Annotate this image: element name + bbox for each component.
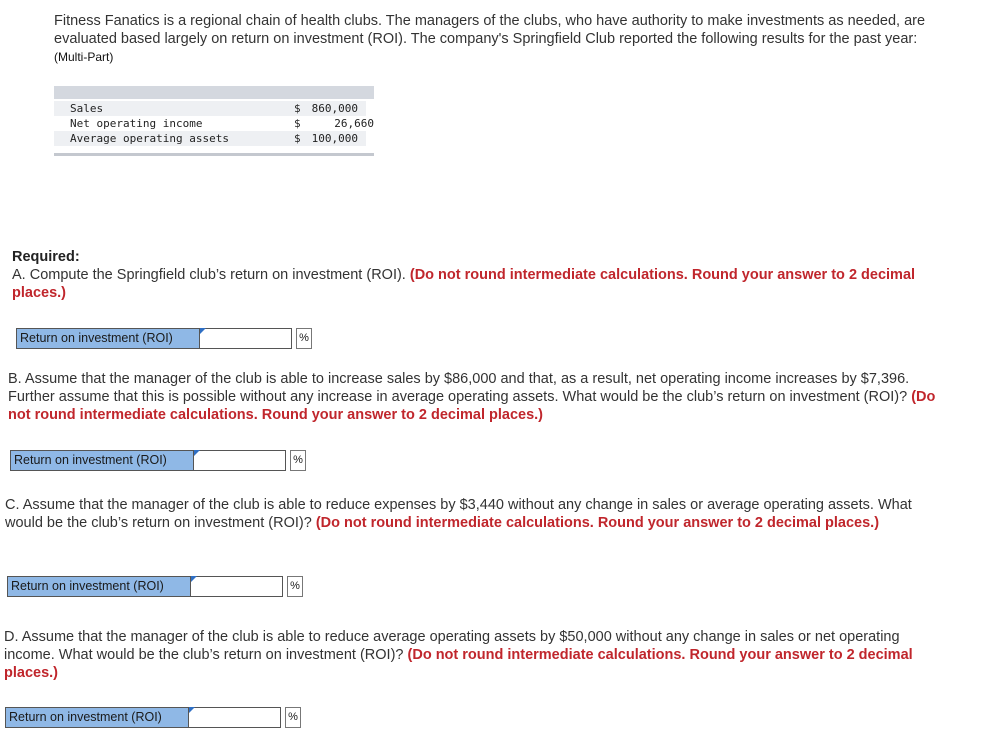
answer-b-flag-icon [194,450,200,456]
question-b-warning: (Do not round intermediate calculations. Round your answer to 2 decimal places.) [8,389,936,423]
answer-a-label: Return on investment (ROI) [16,328,200,349]
question-b-text: B. Assume that the manager of the club is able to increase sales by $86,000 and that, as a result, net operating income increases by $7,396. Further assume that this is possible without any increase in average operating assets. What would be the club’s return on investment (ROI)? [8,371,910,405]
answer-c-input[interactable] [191,576,283,597]
answer-a-input[interactable] [200,328,292,349]
table-row-average-operating-assets [54,131,366,146]
answer-c-label: Return on investment (ROI) [7,576,191,597]
question-a-text: A. Compute the Springfield club’s return on investment (ROI). [12,267,406,283]
answer-row-b [10,450,306,471]
answer-row-c [7,576,303,597]
question-a [12,266,952,302]
answer-d-unit: % [285,707,301,728]
question-d [4,628,954,682]
intro-paragraph [54,12,934,66]
question-c [5,496,945,532]
table-row-dollar: $ [294,102,301,115]
table-row-net-operating-income [70,116,374,131]
answer-c-unit: % [287,576,303,597]
table-row-value: 26,660 [334,117,374,130]
answer-c-input-wrap [191,576,283,597]
table-row-label: Net operating income [70,117,203,130]
answer-row-a [16,328,312,349]
intro-text: Fitness Fanatics is a regional chain of health clubs. The managers of the clubs, who have authority to make investments as needed, are evaluated based largely on return on investment (ROI). The company's Springfield Club reported the following results for the past year: [54,13,926,47]
answer-c-flag-icon [191,576,197,582]
table-header-bar [54,86,374,99]
question-c-text: C. Assume that the manager of the club is able to reduce expenses by $3,440 without any change in sales or average operating assets. What would be the club’s return on investment (ROI)? [5,497,912,531]
table-row-value: 860,000 [311,102,358,115]
answer-b-input[interactable] [194,450,286,471]
answer-a-unit: % [296,328,312,349]
table-row-dollar: $ [294,117,301,130]
question-d-warning: (Do not round intermediate calculations. Round your answer to 2 decimal places.) [4,647,913,681]
table-row-label: Sales [70,102,104,115]
answer-d-input[interactable] [189,707,281,728]
answer-a-input-wrap [200,328,292,349]
question-c-warning: (Do not round intermediate calculations. Round your answer to 2 decimal places.) [315,515,880,531]
multi-part-tag: (Multi-Part) [54,50,114,64]
answer-d-input-wrap [189,707,281,728]
question-d-text: D. Assume that the manager of the club is able to reduce average operating assets by $50,000 without any change in sales or net operating income. What would be the club’s return on investment (ROI)? [4,629,900,663]
answer-d-flag-icon [189,707,195,713]
answer-a-flag-icon [200,328,206,334]
answer-d-label: Return on investment (ROI) [5,707,189,728]
answer-b-label: Return on investment (ROI) [10,450,194,471]
table-footer-bar [54,153,374,156]
question-a-warning: (Do not round intermediate calculations. Round your answer to 2 decimal places.) [12,267,916,301]
question-b [8,370,948,424]
financial-table [54,86,374,158]
table-row-dollar: $ [294,132,301,145]
table-row-label: Average operating assets [70,132,229,145]
answer-b-unit: % [290,450,306,471]
table-row-sales [54,101,366,116]
answer-row-d [5,707,301,728]
table-row-value: 100,000 [311,132,358,145]
answer-b-input-wrap [194,450,286,471]
required-heading: Required: [12,249,80,265]
